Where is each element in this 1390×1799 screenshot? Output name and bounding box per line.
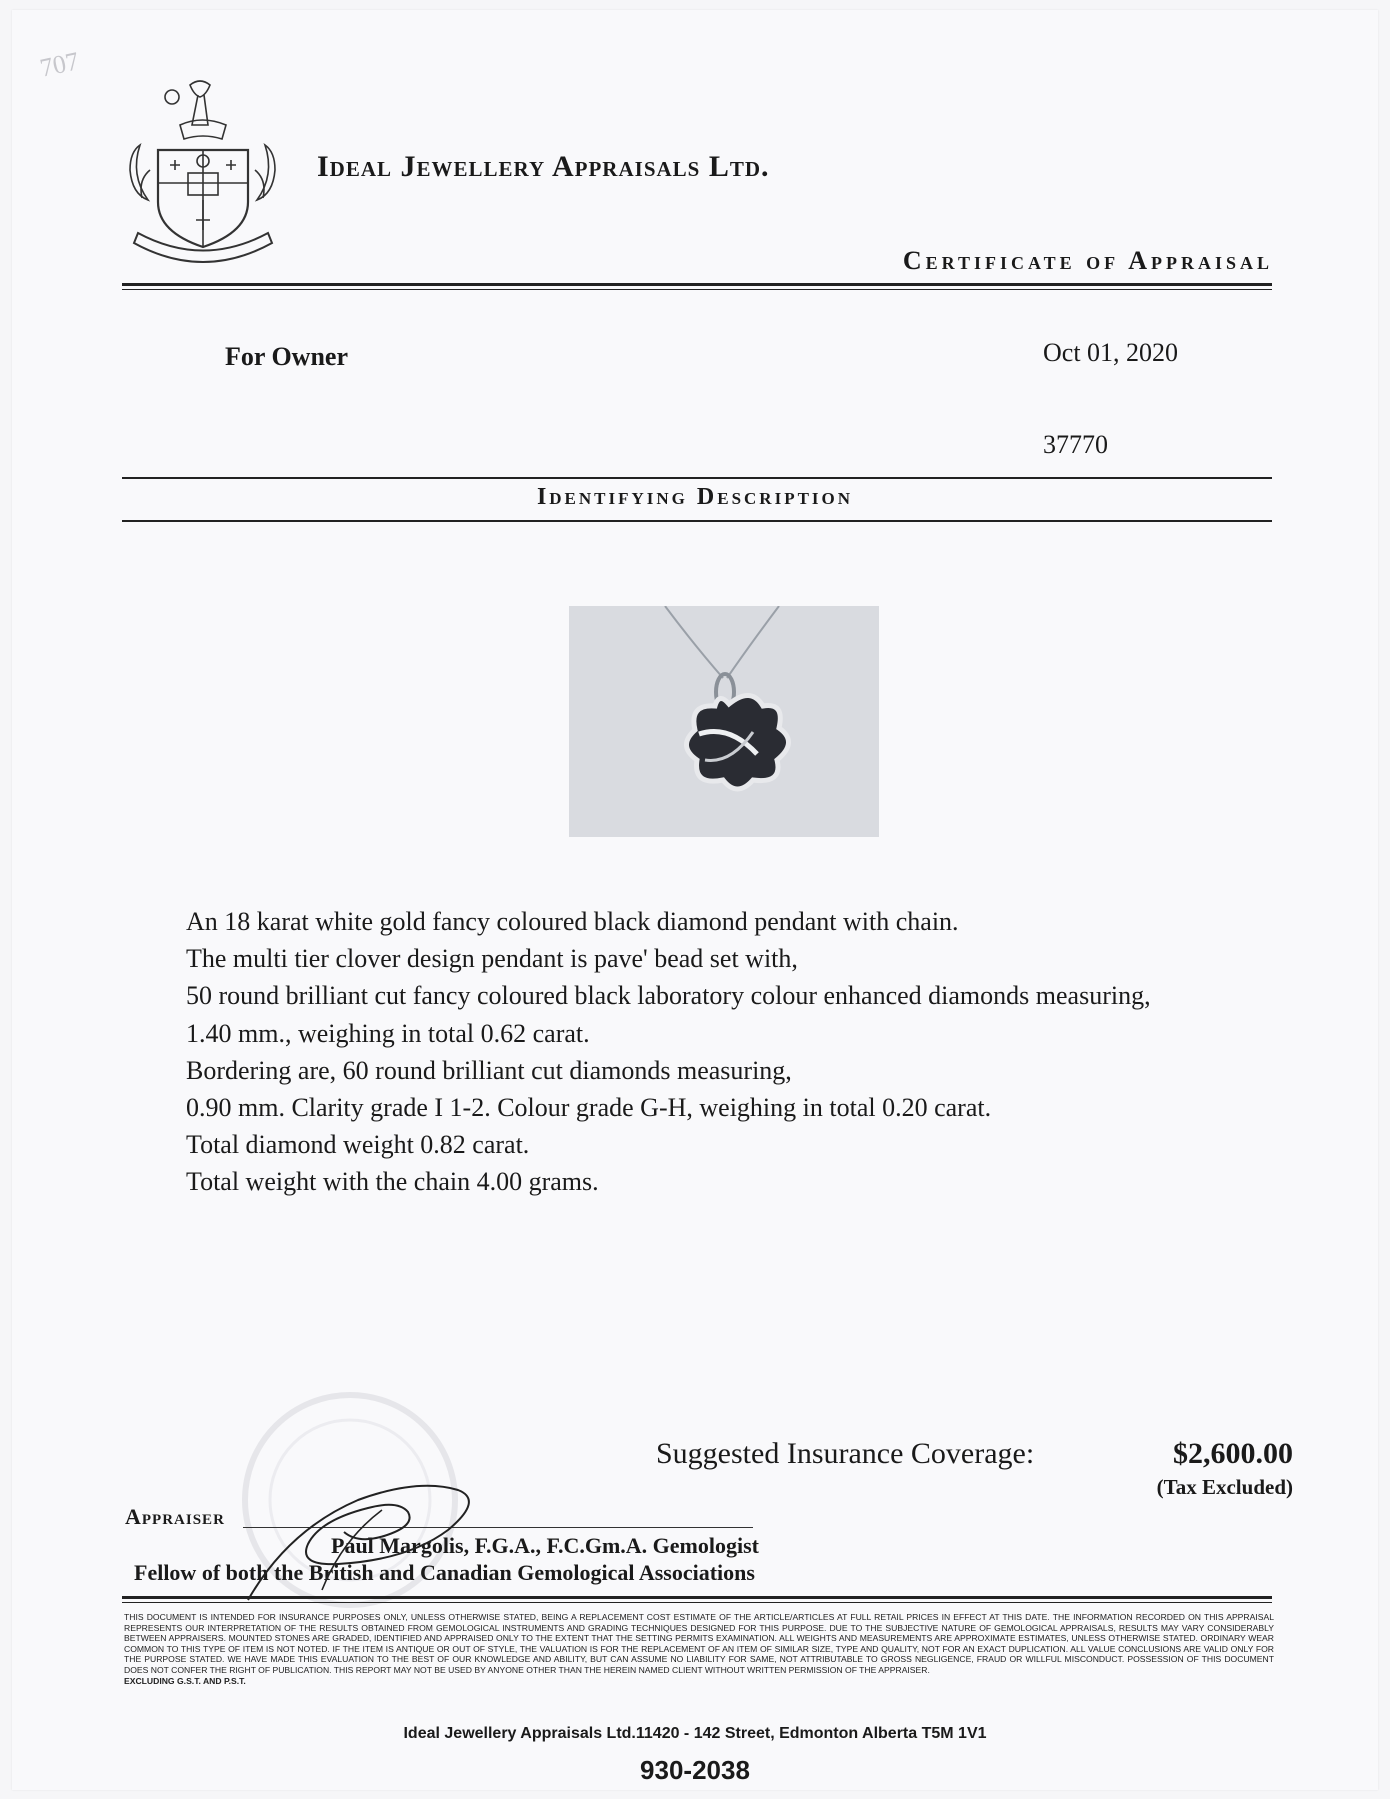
description-line: The multi tier clover design pendant is pave' bead set with, — [186, 944, 798, 974]
description-line: 1.40 mm., weighing in total 0.62 carat. — [186, 1018, 590, 1048]
description-line: Total diamond weight 0.82 carat. — [186, 1130, 530, 1160]
description-line: 0.90 mm. Clarity grade I 1-2. Colour grade G-H, weighing in total 0.20 carat. — [186, 1093, 992, 1123]
owner-label: For Owner — [225, 342, 348, 371]
appraiser-name: Paul Margolis, F.G.A., F.C.Gm.A. Gemologist — [331, 1533, 759, 1558]
footer-rule-thin — [122, 1602, 1272, 1603]
coat-of-arms-icon — [120, 75, 285, 270]
section-rule-bottom — [122, 520, 1272, 522]
section-title: Identifying Description — [536, 484, 854, 510]
certificate-number: 37770 — [1043, 430, 1108, 459]
description-line: An 18 karat white gold fancy coloured black diamond pendant with chain. — [186, 907, 959, 936]
appraiser-fellowship: Fellow of both the British and Canadian Gemological Associations — [134, 1560, 755, 1585]
disclaimer-text: THIS DOCUMENT IS INTENDED FOR INSURANCE PURPOSES ONLY, UNLESS OTHERWISE STATED, BEING A REPLACEMENT COST ESTIMATE OF THE ARTICLE/ARTICLES AT FULL RETAIL PRICES IN EFFECT AT THIS DATE. THE INFORMATION RECORDED ON THIS APPRAISAL REPRESENTS OUR INTERPRETATION OF THE RESULTS OBTAINED FROM GEMOLOGICAL INSTRUMENTS AND GRADING TECHNIQUES DESIGNED FOR THIS PURPOSE. DUE TO THE SUBJECTIVE NATURE OF GEMOLOGICAL APPRAISALS, RESULTS MAY VARY CONSIDERABLY BETWEEN APPRAISERS. MOUNTED STONES ARE GRADED, IDENTIFIED AND APPRAISED ONLY TO THE EXTENT THAT THE SETTING PERMITS EXAMINATION. ALL WEIGHTS AND MEASUREMENTS ARE APPROXIMATE ESTIMATES, UNLESS OTHERWISE STATED. ORDINARY WEAR COMMON TO THIS TYPE OF ITEM IS NOT NOTED. IF THE ITEM IS ANTIQUE OR OUT OF STYLE, THE VALUATION IS FOR THE REPLACEMENT OF AN ITEM OF SIMILAR SIZE, TYPE AND QUALITY, NOT FOR AN EXACT DUPLICATION. ALL VALUE CONCLUSIONS ARE VALID ONLY FOR THE PURPOSE STATED. WE HAVE MADE THIS EVALUATION TO THE BEST OF OUR KNOWLEDGE AND ABILITY, BUT CAN ASSUME NO LIABILITY FOR SAME, NOT ATTRIBUTABLE TO GROSS NEGLIGENCE, FRAUD OR WILLFUL MISCONDUCT. POSSESSION OF THIS DOCUMENT DOES NOT CONFER THE RIGHT OF PUBLICATION. THIS REPORT MAY NOT BE USED BY ANYONE OTHER THAN THE HEREIN NAMED CLIENT WITHOUT WRITTEN PERMISSION OF THE APPRAISER. — [124, 1612, 1274, 1675]
footer-address: Ideal Jewellery Appraisals Ltd.11420 - 142 Street, Edmonton Alberta T5M 1V1 — [403, 1725, 987, 1742]
signature-icon — [230, 1440, 550, 1620]
section-rule-top — [122, 477, 1272, 479]
footer-rule — [122, 1596, 1272, 1599]
document-title: Certificate of Appraisal — [902, 246, 1273, 275]
description-line: Bordering are, 60 round brilliant cut diamonds measuring, — [186, 1055, 792, 1085]
disclaimer — [124, 1612, 1274, 1686]
tax-note: (Tax Excluded) — [1156, 1475, 1293, 1499]
company-name: Ideal Jewellery Appraisals Ltd. — [317, 150, 770, 183]
appraisal-date: Oct 01, 2020 — [1043, 338, 1179, 367]
insurance-value: $2,600.00 — [1173, 1437, 1293, 1470]
pencil-mark: 707 — [37, 46, 82, 83]
header-rule — [122, 283, 1272, 286]
tax-exclusion-note: EXCLUDING G.S.T. AND P.S.T. — [124, 1675, 246, 1686]
item-description — [186, 903, 1151, 1201]
pendant-photo — [569, 606, 879, 837]
appraiser-label: Appraiser — [125, 1504, 225, 1529]
insurance-label: Suggested Insurance Coverage: — [656, 1437, 1035, 1470]
description-line: Total weight with the chain 4.00 grams. — [186, 1167, 599, 1197]
description-line: 50 round brilliant cut fancy coloured black laboratory colour enhanced diamonds measuring, — [186, 981, 1151, 1011]
header-rule-thin — [122, 289, 1272, 290]
footer-number: 930-2038 — [640, 1755, 750, 1785]
